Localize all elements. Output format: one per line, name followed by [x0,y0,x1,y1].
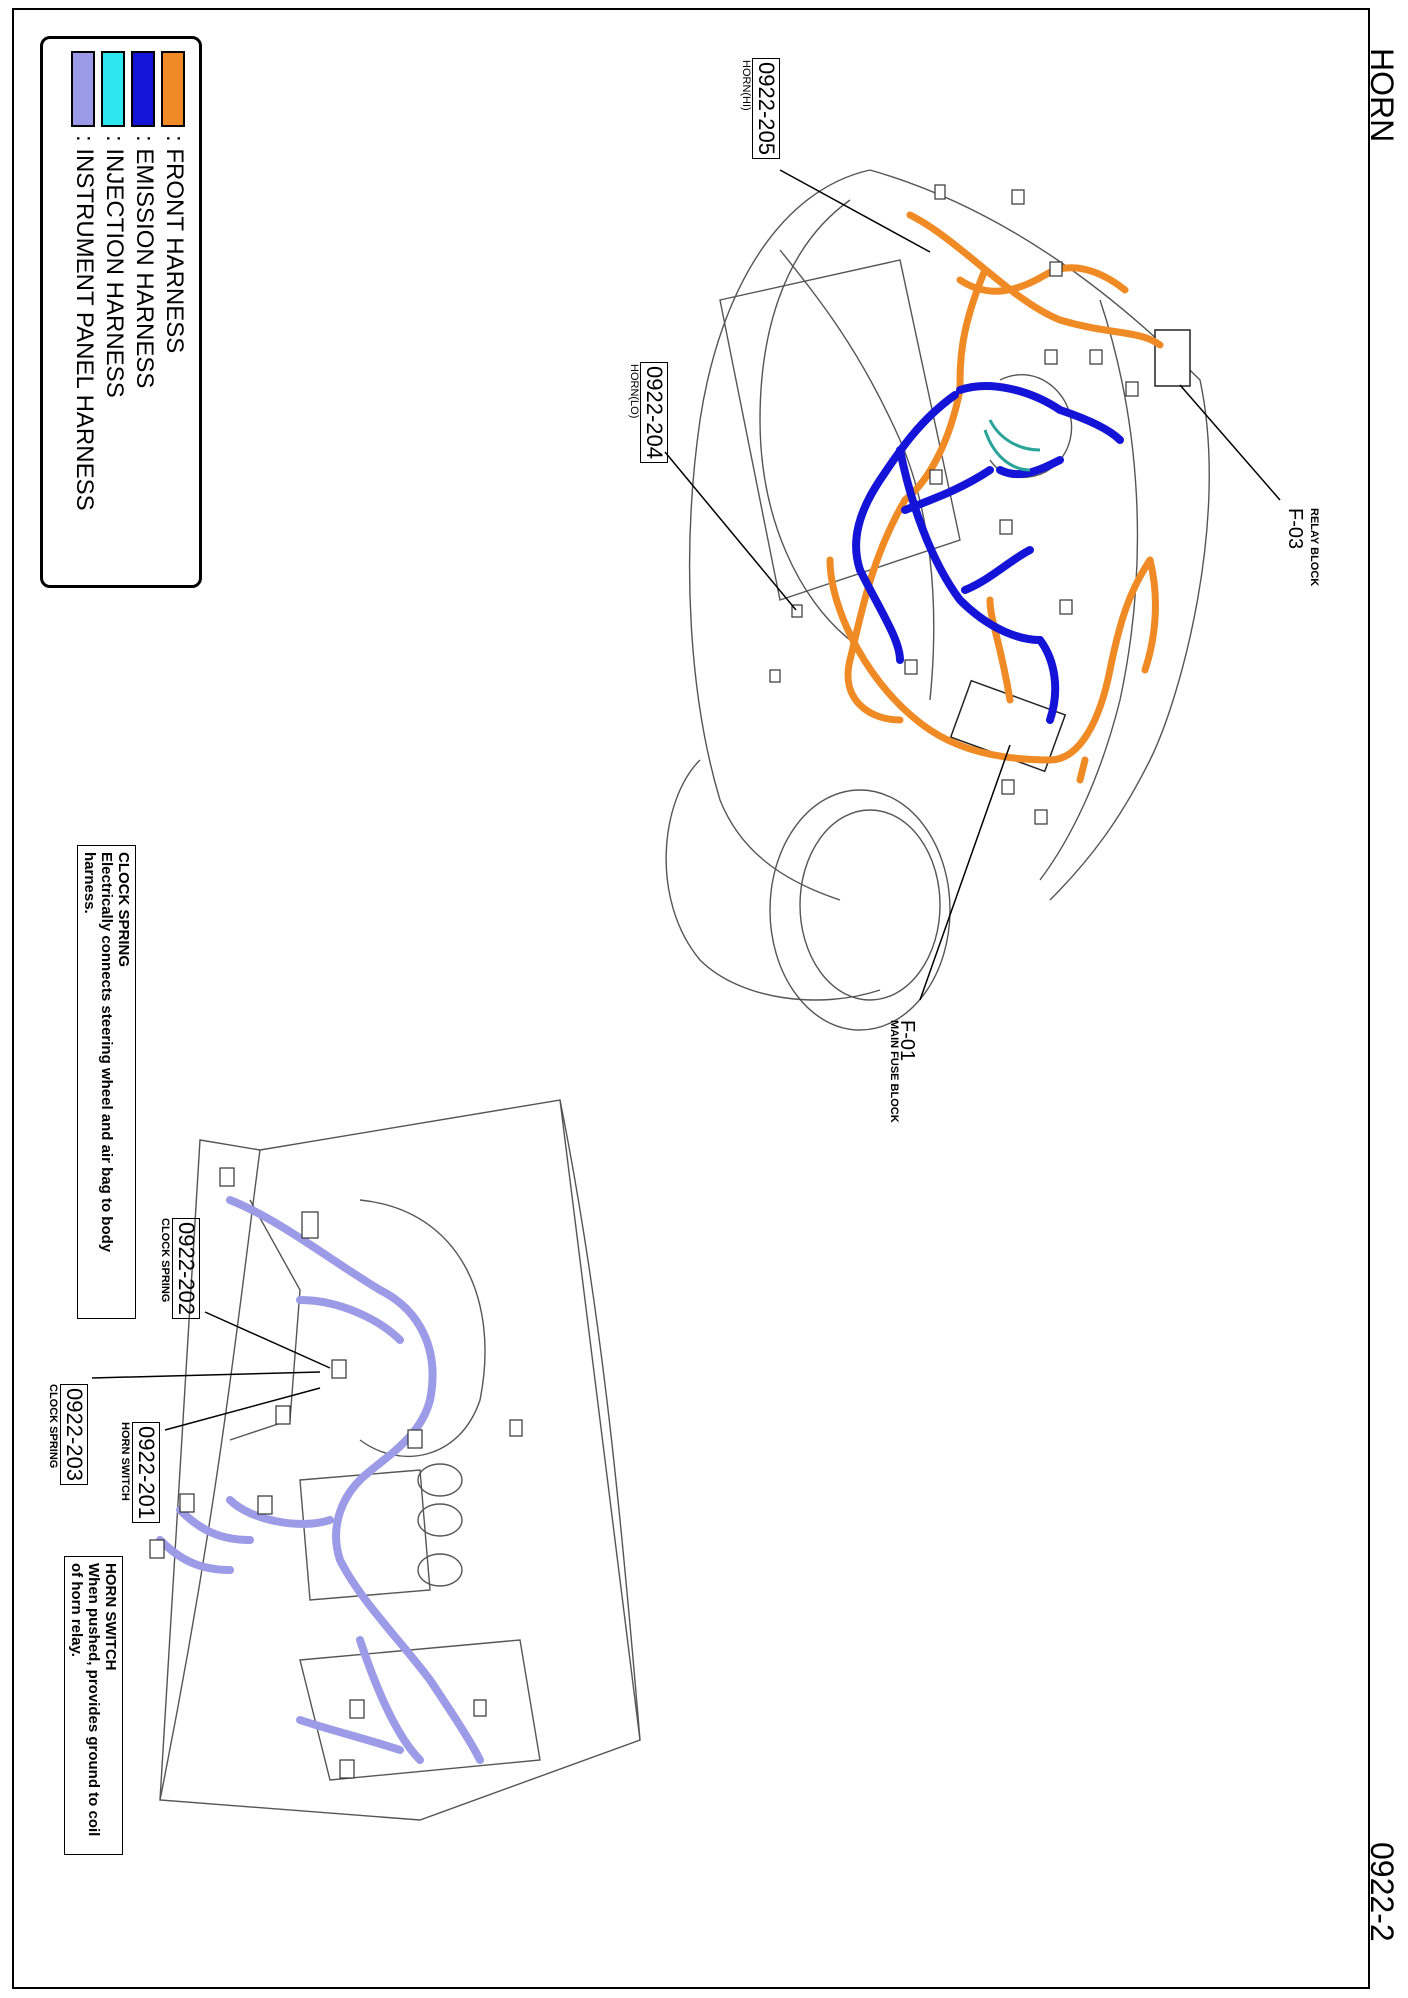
legend-label-injection: : INJECTION HARNESS [101,135,128,398]
callout-relay-block-code: F-03 [1284,508,1306,550]
callout-clock-spring-203-code: 0922-203 [60,1384,88,1485]
callout-horn-switch-201-code: 0922-201 [132,1422,160,1523]
callout-clock-spring-202-label: CLOCK SPRING [159,1218,171,1303]
callout-clock-spring-203-label: CLOCK SPRING [47,1384,59,1469]
callout-main-fuse-label: MAIN FUSE BLOCK [888,1020,900,1123]
note-clock-spring [77,845,136,1319]
page-title: HORN [1364,48,1400,143]
legend-label-instrument: : INSTRUMENT PANEL HARNESS [71,135,98,511]
leader-clock-spring-203 [92,1372,320,1378]
leader-horn-switch [165,1388,320,1430]
note-horn-switch [64,1556,123,1855]
center-stack [300,1470,430,1600]
callout-main-fuse-code: F-01 [896,1020,918,1062]
callout-horn-hi-code: 0922-205 [752,58,780,159]
note-horn-switch-text: When pushed, provides ground to coil of horn relay. [68,1563,102,1837]
leader-clock-spring-202 [205,1312,330,1368]
legend-label-emission: : EMISSION HARNESS [131,135,158,389]
callout-horn-switch-201-label: HORN SWITCH [119,1422,131,1501]
callout-relay-block-label: RELAY BLOCK [1308,508,1320,587]
callout-horn-lo-code: 0922-204 [640,362,668,463]
note-clock-spring-text: Electrically connects steering wheel and air bag to body harness. [81,852,115,1253]
callout-clock-spring-202-code: 0922-202 [172,1218,200,1319]
note-horn-switch-title: HORN SWITCH [102,1563,119,1671]
legend-label-front: : FRONT HARNESS [161,135,188,354]
dash-outline [160,1100,640,1820]
note-clock-spring-title: CLOCK SPRING [115,852,132,968]
vent-1 [418,1464,462,1496]
callout-horn-lo-label: HORN(LO) [628,364,640,419]
vent-3 [418,1554,462,1586]
callout-horn-hi-label: HORN(HI) [740,60,752,111]
page-number: 0922-2 [1364,1842,1400,1942]
